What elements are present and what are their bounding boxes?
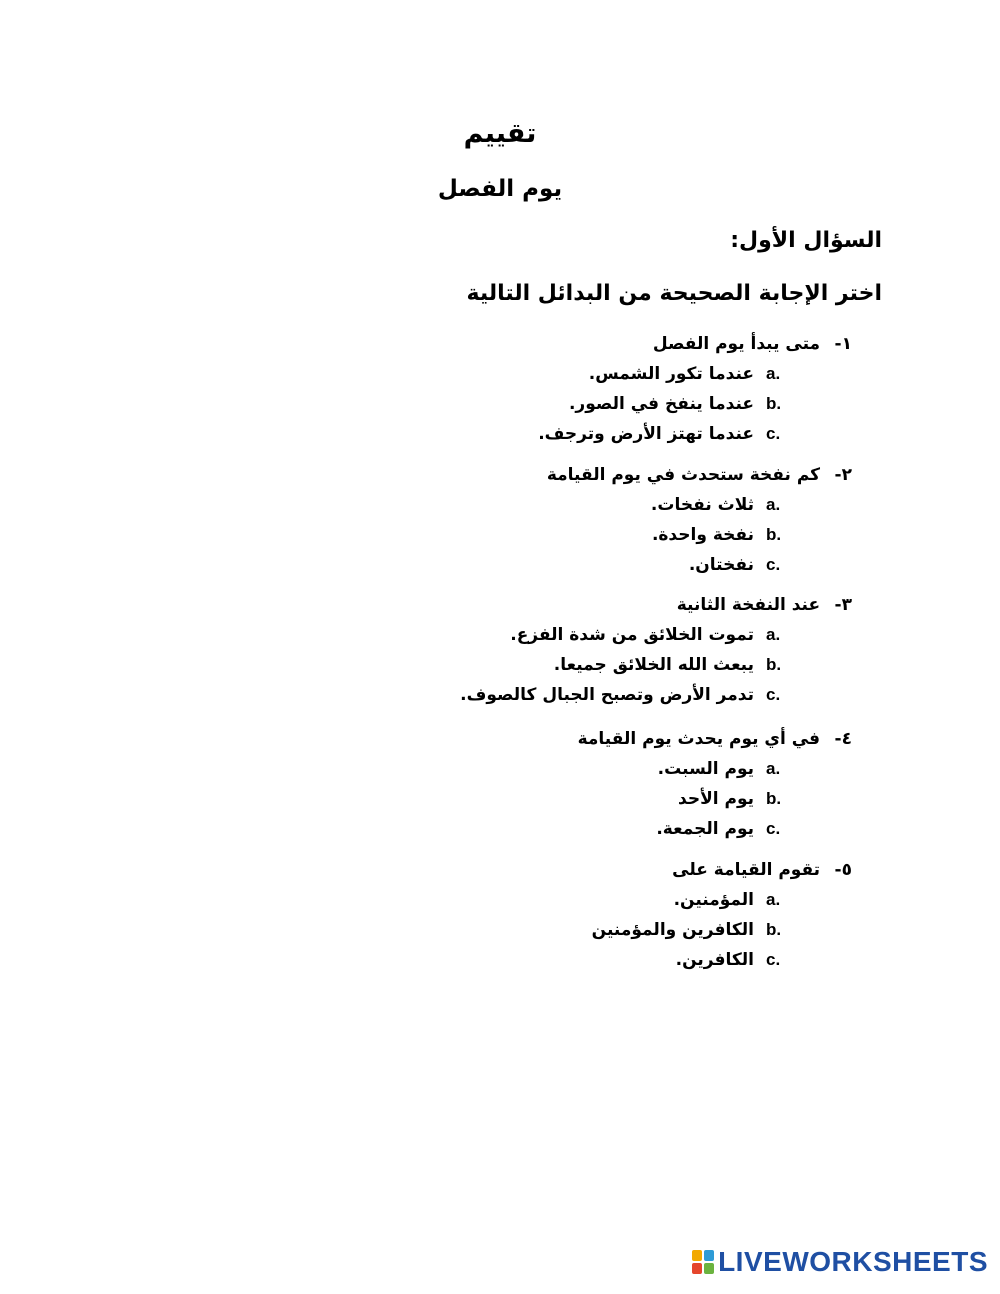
option-text: المؤمنين. bbox=[673, 890, 754, 910]
option-letter: a. bbox=[766, 759, 781, 778]
question-number: ٢- bbox=[834, 465, 852, 485]
option-b[interactable] bbox=[292, 915, 852, 945]
option-text: ثلاث نفخات. bbox=[650, 495, 754, 515]
option-text: نفخة واحدة. bbox=[651, 525, 754, 545]
option-letter: c. bbox=[766, 819, 781, 838]
option-a[interactable] bbox=[292, 885, 852, 915]
option-letter: c. bbox=[766, 424, 781, 443]
option-text: نفختان. bbox=[688, 555, 754, 575]
question-number: ٤- bbox=[834, 729, 852, 749]
option-a[interactable] bbox=[292, 620, 852, 650]
option-c[interactable] bbox=[292, 550, 852, 580]
option-letter: c. bbox=[766, 555, 781, 574]
option-b[interactable] bbox=[292, 784, 852, 814]
option-letter: b. bbox=[766, 920, 782, 939]
option-letter: b. bbox=[766, 394, 782, 413]
option-b[interactable] bbox=[292, 650, 852, 680]
option-letter: a. bbox=[766, 890, 781, 909]
option-letter: c. bbox=[766, 685, 781, 704]
option-text: عندما تكور الشمس. bbox=[588, 364, 754, 384]
logo-square-icon bbox=[692, 1263, 702, 1274]
option-c[interactable] bbox=[292, 680, 852, 710]
option-letter: b. bbox=[766, 655, 782, 674]
question-text: عند النفخة الثانية bbox=[676, 595, 821, 615]
logo-square-icon bbox=[704, 1263, 714, 1274]
option-text: عندما ينفخ في الصور. bbox=[568, 394, 754, 414]
liveworksheets-logo[interactable] bbox=[692, 1246, 988, 1278]
logo-square-icon bbox=[704, 1250, 714, 1261]
section-heading: السؤال الأول: bbox=[730, 228, 882, 253]
question-2 bbox=[292, 460, 852, 580]
question-prompt bbox=[292, 460, 852, 490]
option-letter: a. bbox=[766, 364, 781, 383]
option-c[interactable] bbox=[292, 814, 852, 844]
option-a[interactable] bbox=[292, 490, 852, 520]
option-b[interactable] bbox=[292, 389, 852, 419]
logo-wordmark: LIVEWORKSHEETS bbox=[718, 1246, 988, 1277]
option-text: الكافرين والمؤمنين bbox=[591, 920, 754, 940]
option-text: تموت الخلائق من شدة الفزع. bbox=[510, 625, 754, 645]
question-prompt bbox=[292, 855, 852, 885]
worksheet-subtitle: يوم الفصل bbox=[437, 176, 563, 202]
question-1 bbox=[292, 329, 852, 449]
option-text: يبعث الله الخلائق جميعا. bbox=[553, 655, 754, 675]
question-text: في أي يوم يحدث يوم القيامة bbox=[577, 729, 821, 749]
question-4 bbox=[292, 724, 852, 844]
logo-mark-icon bbox=[692, 1250, 714, 1274]
option-a[interactable] bbox=[292, 754, 852, 784]
option-a[interactable] bbox=[292, 359, 852, 389]
option-letter: a. bbox=[766, 495, 781, 514]
question-text: متى يبدأ يوم الفصل bbox=[652, 334, 821, 354]
question-prompt bbox=[292, 724, 852, 754]
option-c[interactable] bbox=[292, 419, 852, 449]
option-text: يوم الأحد bbox=[678, 789, 754, 809]
question-prompt bbox=[292, 590, 852, 620]
option-b[interactable] bbox=[292, 520, 852, 550]
option-text: يوم الجمعة. bbox=[656, 819, 754, 839]
option-letter: b. bbox=[766, 525, 782, 544]
question-text: تقوم القيامة على bbox=[672, 860, 821, 880]
option-letter: b. bbox=[766, 789, 782, 808]
option-text: عندما تهتز الأرض وترجف. bbox=[538, 424, 754, 444]
option-text: الكافرين. bbox=[675, 950, 754, 970]
option-c[interactable] bbox=[292, 945, 852, 975]
option-text: تدمر الأرض وتصبح الجبال كالصوف. bbox=[460, 685, 754, 705]
section-instruction: اختر الإجابة الصحيحة من البدائل التالية bbox=[466, 281, 882, 306]
question-prompt bbox=[292, 329, 852, 359]
question-3 bbox=[292, 590, 852, 710]
question-number: ٣- bbox=[834, 595, 852, 615]
question-5 bbox=[292, 855, 852, 975]
question-number: ١- bbox=[834, 334, 852, 354]
logo-square-icon bbox=[692, 1250, 702, 1261]
worksheet-title: تقييم bbox=[463, 118, 537, 149]
question-text: كم نفخة ستحدث في يوم القيامة bbox=[546, 465, 821, 485]
option-letter: c. bbox=[766, 950, 781, 969]
option-letter: a. bbox=[766, 625, 781, 644]
option-text: يوم السبت. bbox=[657, 759, 754, 779]
question-number: ٥- bbox=[834, 860, 852, 880]
